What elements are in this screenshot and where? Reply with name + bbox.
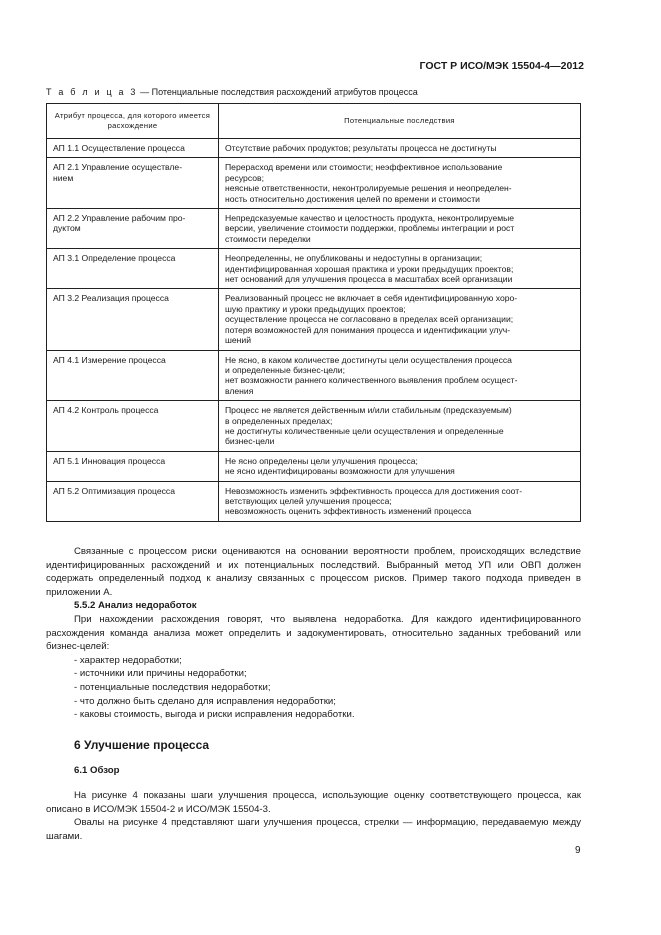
consequence-line: Реализованный процесс не включает в себя идентифицированную хоро-	[225, 293, 518, 304]
attribute-line: АП 3.1 Определение процесса	[53, 253, 176, 264]
consequence-line: Невозможность изменить эффективность процесса для достижения соот-	[225, 485, 523, 496]
consequence-cell	[219, 158, 581, 209]
table-row	[47, 249, 581, 289]
consequence-line: бизнес-цели	[225, 436, 275, 447]
consequence-line: и определенные бизнес-цели;	[225, 364, 345, 375]
consequences-table	[46, 103, 581, 522]
table-row	[47, 481, 581, 521]
consequence-cell	[219, 401, 581, 452]
attribute-line: АП 3.2 Реализация процесса	[53, 293, 169, 304]
table-row	[47, 289, 581, 350]
attribute-line: АП 4.1 Измерение процесса	[53, 354, 166, 365]
consequence-cell	[219, 451, 581, 481]
header-attribute: Атрибут процесса, для которого имеется расхождение	[47, 104, 219, 139]
consequence-line: не ясно идентифицированы возможности для улучшения	[225, 466, 455, 477]
attribute-cell	[47, 158, 219, 209]
table-row	[47, 158, 581, 209]
consequence-cell	[219, 289, 581, 350]
table-row	[47, 139, 581, 158]
section-heading-6-1: 6.1 Обзор	[74, 765, 120, 777]
attribute-cell	[47, 350, 219, 401]
table-caption	[46, 87, 418, 97]
table-row	[47, 451, 581, 481]
attribute-cell	[47, 401, 219, 452]
attribute-cell	[47, 139, 219, 158]
consequence-line: Процесс не является действенным и/или стабильным (предсказуемым)	[225, 405, 512, 416]
consequence-cell	[219, 481, 581, 521]
attribute-line: АП 2.1 Управление осуществле-	[53, 162, 183, 173]
consequence-line: шений	[225, 335, 252, 346]
list-item: - потенциальные последствия недоработки;	[74, 681, 271, 693]
attribute-line: АП 5.2 Оптимизация процесса	[53, 485, 175, 496]
consequence-line: нет оснований для улучшения процесса в масштабах всей организации	[225, 274, 513, 285]
consequence-line: нет возможности раннего количественного выявления проблем осущест-	[225, 375, 518, 386]
consequence-line: неясные ответственности, неконтролируемые решения и неопределен-	[225, 183, 512, 194]
table-row	[47, 350, 581, 401]
consequence-line: ветствующих целей улучшения процесса;	[225, 495, 392, 506]
table-caption-label: Т а б л и ц а 3	[46, 87, 138, 97]
consequence-line: идентифицированная хорошая практика и уроки предыдущих проектов;	[225, 263, 514, 274]
table-row	[47, 209, 581, 249]
section-heading-6: 6 Улучшение процесса	[74, 737, 210, 752]
table-caption-text: — Потенциальные последствия расхождений атрибутов процесса	[137, 87, 418, 97]
attribute-cell	[47, 209, 219, 249]
attribute-cell	[47, 451, 219, 481]
document-header: ГОСТ Р ИСО/МЭК 15504-4—2012	[419, 60, 584, 72]
consequence-line: Не ясно, в каком количестве достигнуты цели осуществления процесса	[225, 354, 512, 365]
consequence-line: стоимости переделки	[225, 233, 311, 244]
consequence-line: ность относительно достижения целей по времени и стоимости	[225, 193, 480, 204]
consequence-line: вления	[225, 385, 254, 396]
consequence-cell	[219, 139, 581, 158]
consequence-line: версии, увеличение стоимости поддержки, проблемы интеграции и рост	[225, 223, 515, 234]
consequence-line: шую практику и уроки предыдущих проектов;	[225, 303, 406, 314]
consequence-line: ресурсов;	[225, 172, 264, 183]
section-heading-5-5-2: 5.5.2 Анализ недоработок	[74, 600, 197, 612]
attribute-line: АП 2.2 Управление рабочим про-	[53, 213, 186, 224]
table-header-row	[47, 104, 581, 139]
consequence-line: Непредсказуемые качество и целостность продукта, неконтролируемые	[225, 213, 515, 224]
list-item: - что должно быть сделано для исправления недоработки;	[74, 695, 336, 707]
attribute-line: АП 1.1 Осуществление процесса	[53, 143, 185, 153]
consequence-line: Неопределенны, не опубликованы и недоступны в организации;	[225, 253, 483, 264]
paragraph-figure4: На рисунке 4 показаны шаги улучшения процесса, использующие оценку соответствующего процесса, как описано в ИСО/МЭК 15504-2 и ИСО/МЭК 15504-3.	[46, 789, 581, 815]
paragraph-gap-analysis: При нахождении расхождения говорят, что выявлена недоработка. Для каждого идентифицированного расхождения команда анализа может определить и задокументировать, относительно заданных требований или бизнес-целей:	[46, 613, 581, 653]
page-number: 9	[575, 845, 581, 856]
attribute-line: АП 5.1 Инновация процесса	[53, 455, 166, 466]
list-item: - характер недоработки;	[74, 654, 182, 666]
consequence-cell	[219, 209, 581, 249]
consequence-cell	[219, 350, 581, 401]
consequence-line: потеря возможностей для понимания процесса и идентификации улуч-	[225, 324, 511, 335]
list-item: - каковы стоимость, выгода и риски исправления недоработки.	[74, 709, 355, 721]
attribute-cell	[47, 481, 219, 521]
consequence-line: в определенных пределах;	[225, 415, 333, 426]
table-row	[47, 401, 581, 452]
list-item: - источники или причины недоработки;	[74, 668, 247, 680]
attribute-line: дуктом	[53, 223, 81, 234]
attribute-cell	[47, 289, 219, 350]
consequence-line: Отсутствие рабочих продуктов; результаты процесса не достигнуты	[225, 143, 497, 153]
header-consequences: Потенциальные последствия	[219, 104, 581, 139]
consequence-line: не достигнуты количественные цели осуществления и определенные	[225, 425, 504, 436]
paragraph-risks: Связанные с процессом риски оцениваются на основании вероятности проблем, происходящих вследствие идентифицированных расхождений и их потенциальных последствий. Выбранный метод УП или ОВП должен содержать определенный подход к анализу связанных с процессом рисков. Пример такого подхода приведен в приложении А.	[46, 546, 581, 598]
consequence-line: Не ясно определены цели улучшения процесса;	[225, 455, 418, 466]
consequence-line: невозможность оценить эффективность изменений процесса	[225, 506, 472, 517]
attribute-cell	[47, 249, 219, 289]
paragraph-ovals: Овалы на рисунке 4 представляют шаги улучшения процесса, стрелки — информацию, передаваемую между шагами.	[46, 817, 581, 842]
consequence-cell	[219, 249, 581, 289]
consequence-line: Перерасход времени или стоимости; неэффективное использование	[225, 162, 503, 173]
attribute-line: АП 4.2 Контроль процесса	[53, 405, 159, 416]
consequence-line: осуществление процесса не согласовано в пределах всей организации;	[225, 314, 514, 325]
attribute-line: нием	[53, 172, 74, 183]
body-text	[46, 545, 581, 843]
